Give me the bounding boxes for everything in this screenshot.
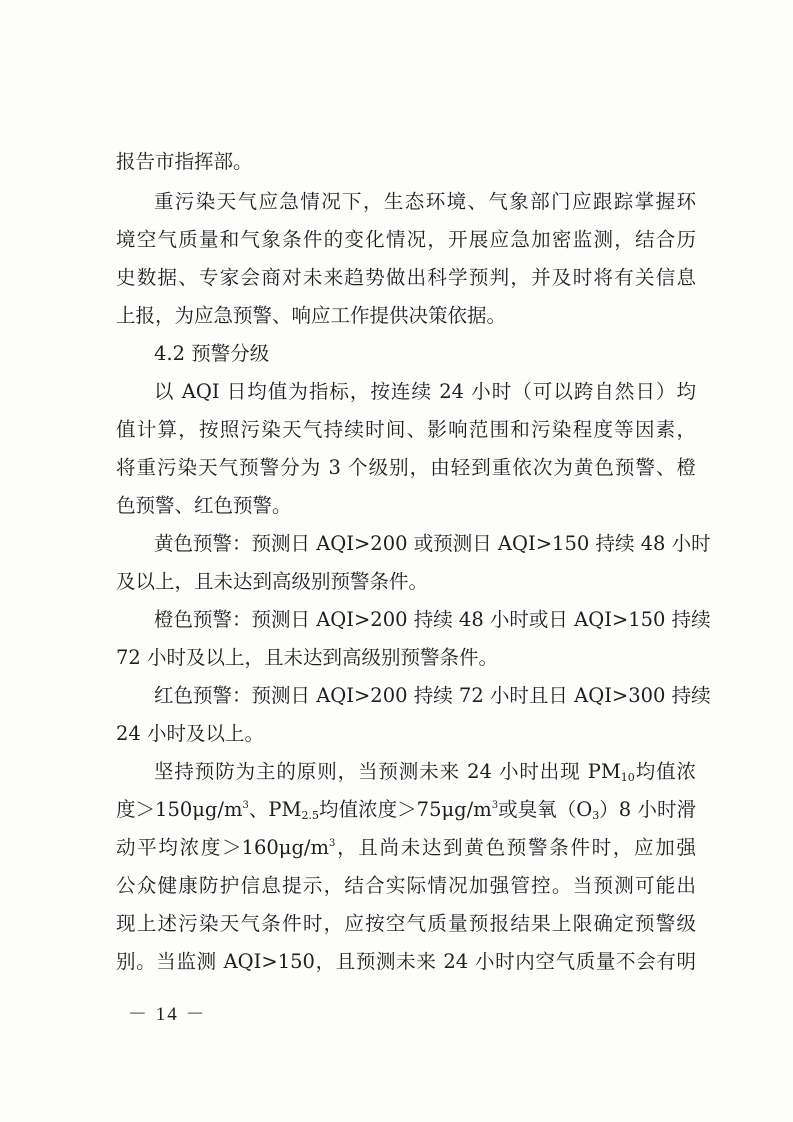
paragraph-line: 黄色预警：预测日 AQI>200 或预测日 AQI>150 持续 48 小时 bbox=[154, 532, 711, 555]
text-run: 动平均浓度＞160μg/m bbox=[116, 836, 329, 859]
paragraph-line: 72 小时及以上，且未达到高级别预警条件。 bbox=[116, 646, 499, 669]
paragraph-line: 将重污染天气预警分为 3 个级别，由轻到重依次为黄色预警、橙 bbox=[116, 456, 696, 479]
text-run: 、PM bbox=[248, 798, 302, 821]
paragraph-line: 重污染天气应急情况下，生态环境、气象部门应跟踪掌握环 bbox=[154, 190, 696, 213]
paragraph-line: 值计算，按照污染天气持续时间、影响范围和污染程度等因素， bbox=[116, 418, 696, 441]
paragraph-line bbox=[154, 753, 696, 791]
paragraph-line: 橙色预警：预测日 AQI>200 持续 48 小时或日 AQI>150 持续 bbox=[154, 608, 711, 631]
superscript: 3 bbox=[329, 838, 336, 849]
paragraph-line: 以 AQI 日均值为指标，按连续 24 小时（可以跨自然日）均 bbox=[154, 380, 696, 403]
text-run: 均值浓 bbox=[634, 760, 696, 783]
text-run: 或臭氧（O bbox=[498, 798, 593, 821]
superscript: 3 bbox=[491, 800, 499, 811]
subscript: 2.5 bbox=[301, 809, 319, 822]
text-run: 坚持预防为主的原则，当预测未来 24 小时出现 PM bbox=[154, 760, 621, 783]
subscript: 10 bbox=[620, 771, 635, 784]
subscript: 3 bbox=[592, 809, 600, 822]
paragraph-line: 史数据、专家会商对未来趋势做出科学预判，并及时将有关信息 bbox=[116, 266, 696, 289]
paragraph-line: 色预警、红色预警。 bbox=[116, 494, 292, 517]
paragraph-line: 红色预警：预测日 AQI>200 持续 72 小时且日 AQI>300 持续 bbox=[154, 684, 711, 707]
section-heading: 4.2 预警分级 bbox=[154, 342, 270, 365]
paragraph-line: 境空气质量和气象条件的变化情况，开展应急加密监测，结合历 bbox=[116, 228, 696, 251]
paragraph-line: 上报，为应急预警、响应工作提供决策依据。 bbox=[116, 304, 507, 327]
paragraph-line: 及以上，且未达到高级别预警条件。 bbox=[116, 570, 429, 593]
page-number: － 14 － bbox=[128, 1004, 207, 1025]
paragraph-line: 别。当监测 AQI>150，且预测未来 24 小时内空气质量不会有明 bbox=[116, 950, 696, 973]
paragraph-line bbox=[116, 791, 696, 829]
paragraph-line bbox=[116, 829, 696, 867]
paragraph-line: 报告市指挥部。 bbox=[116, 150, 253, 173]
text-run: ）8 小时滑 bbox=[599, 798, 697, 821]
paragraph-line: 公众健康防护信息提示，结合实际情况加强管控。当预测可能出 bbox=[116, 874, 696, 897]
text-run: 均值浓度＞75μg/m bbox=[319, 798, 492, 821]
paragraph-line: 现上述污染天气条件时，应按空气质量预报结果上限确定预警级 bbox=[116, 912, 696, 935]
superscript: 3 bbox=[242, 800, 249, 811]
paragraph-line: 24 小时及以上。 bbox=[116, 722, 265, 745]
text-run: ，且尚未达到黄色预警条件时，应加强 bbox=[335, 836, 696, 859]
text-run: 度＞150μg/m bbox=[116, 798, 243, 821]
